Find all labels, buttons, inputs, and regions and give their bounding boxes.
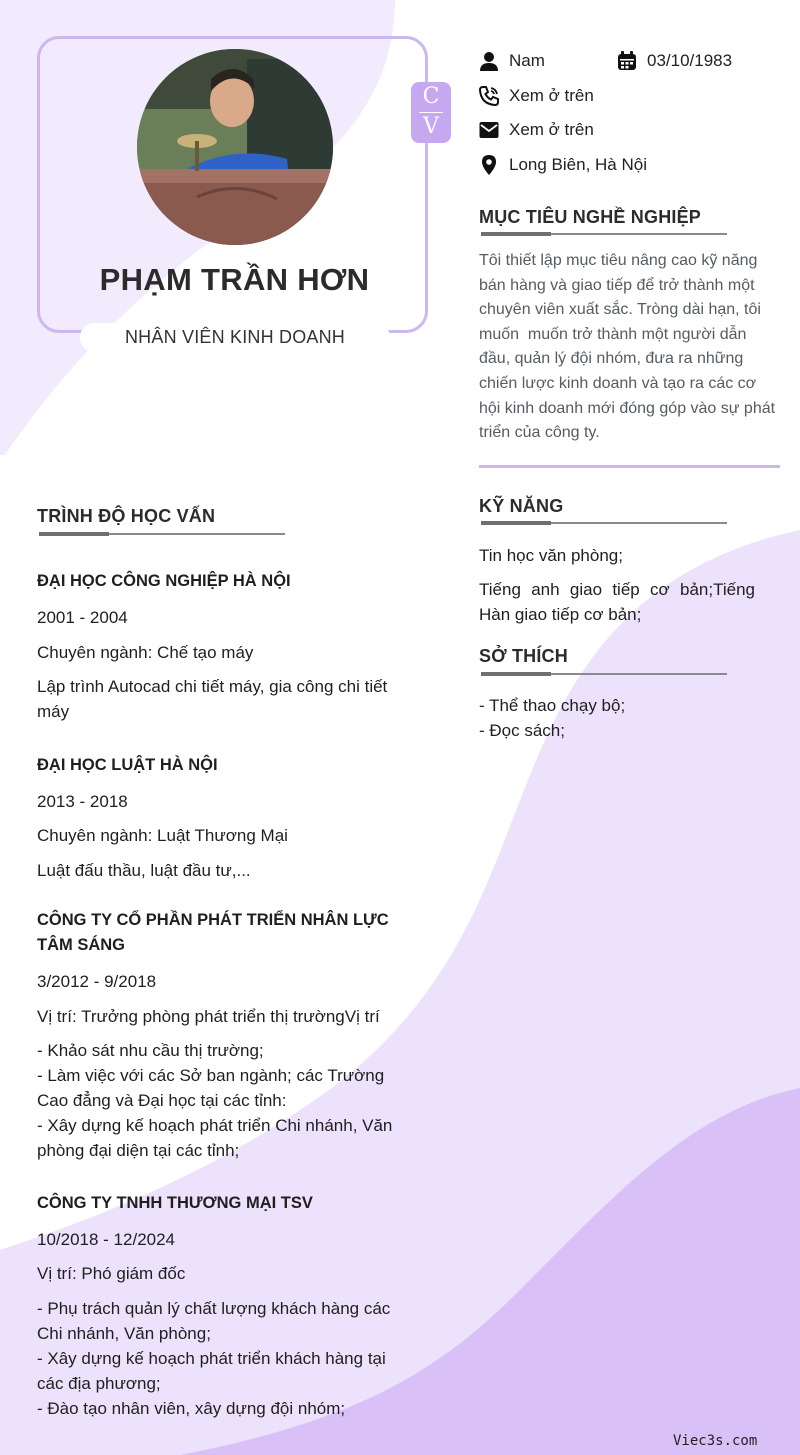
description-line: Cao đẳng và Đại học tại các tỉnh:: [37, 1091, 287, 1110]
objective-line: Tôi thiết lập mục tiêu nâng cao kỹ năng: [479, 252, 758, 269]
email-icon: [479, 120, 499, 140]
description-line: - Làm việc với các Sở ban ngành; các Trường: [37, 1066, 385, 1085]
cv-badge: [411, 82, 451, 143]
skill-line: Hàn giao tiếp cơ bản;: [479, 605, 642, 624]
hobbies-title-underline: [481, 673, 727, 675]
cv-badge-divider: [419, 112, 443, 113]
address-value: Long Biên, Hà Nội: [509, 155, 647, 174]
work-period: 3/2012 - 9/2018: [37, 972, 157, 991]
work-description: [37, 1296, 417, 1421]
description-line: các địa phương;: [37, 1374, 161, 1393]
objective-line: bán hàng và giao tiếp để trở thành một: [479, 276, 755, 294]
hobby-item: - Thể thao chạy bộ;: [479, 696, 626, 715]
objective-line: hội kinh doanh mới đóng góp vào sự phát: [479, 399, 776, 417]
education-period: 2001 - 2004: [37, 608, 128, 627]
full-name: PHẠM TRẦN HƠN: [99, 262, 370, 297]
objective-divider: [479, 465, 780, 468]
description-line: - Đào tạo nhân viên, xây dựng đội nhóm;: [37, 1399, 346, 1418]
skills-title: KỸ NĂNG: [479, 496, 564, 516]
objective-line: đầu, quản lý đội nhóm, đưa ra những: [479, 350, 744, 368]
objective-title: MỤC TIÊU NGHỀ NGHIỆP: [479, 207, 702, 227]
description-line: - Xây dựng kế hoạch phát triển Chi nhánh, Văn: [37, 1116, 393, 1135]
hobbies-list: [479, 693, 625, 743]
company-name: CÔNG TY TNHH THƯƠNG MẠI TSV: [37, 1194, 313, 1212]
hobbies-title: SỞ THÍCH: [479, 646, 568, 666]
school-name: ĐẠI HỌC LUẬT HÀ NỘI: [37, 756, 218, 774]
objective-line: muốn muốn trở thành một người dẫn: [479, 325, 747, 343]
objective-title-underline: [481, 233, 727, 235]
company-name-line: CÔNG TY CỔ PHẦN PHÁT TRIỂN NHÂN LỰC: [37, 911, 389, 929]
cv-badge-letter-c: C: [422, 84, 440, 109]
objective-text: [479, 249, 784, 446]
work-position: Vị trí: Trưởng phòng phát triển thị trườngVị trí: [37, 1007, 380, 1026]
job-title: NHÂN VIÊN KINH DOANH: [124, 327, 346, 347]
skill-line: Tiếng anh giao tiếp cơ bản;Tiếng: [479, 580, 755, 599]
email-value: Xem ở trên: [509, 120, 594, 139]
school-name: ĐẠI HỌC CÔNG NGHIỆP HÀ NỘI: [37, 572, 291, 590]
education-description: [37, 674, 417, 724]
description-line: Lập trình Autocad chi tiết máy, gia công chi tiết: [37, 677, 388, 696]
education-title-underline: [39, 533, 285, 535]
gender-value: Nam: [509, 51, 545, 70]
description-line: phòng đại diện tại các tỉnh;: [37, 1141, 240, 1160]
description-line: máy: [37, 702, 70, 721]
description-line: - Khảo sát nhu cầu thị trường;: [37, 1041, 264, 1060]
objective-line: triển của công ty.: [479, 424, 600, 442]
birthdate-value: 03/10/1983: [647, 51, 733, 70]
avatar: [137, 49, 333, 245]
phone-value: Xem ở trên: [509, 86, 594, 105]
location-icon: [479, 155, 499, 175]
description-line: - Xây dựng kế hoạch phát triển khách hàng tại: [37, 1349, 386, 1368]
skill-item: Tin học văn phòng;: [479, 546, 623, 565]
watermark: Viec3s.com: [673, 1433, 758, 1449]
hobby-item: - Đọc sách;: [479, 721, 565, 740]
education-description: Luật đấu thầu, luật đầu tư,...: [37, 861, 251, 880]
objective-line: chuyên viên xuất sắc. Tròng dài hạn, tôi: [479, 301, 761, 319]
description-line: Chi nhánh, Văn phòng;: [37, 1324, 211, 1343]
work-period: 10/2018 - 12/2024: [37, 1230, 176, 1249]
education-major: Chuyên ngành: Luật Thương Mại: [37, 826, 288, 845]
education-period: 2013 - 2018: [37, 792, 128, 811]
work-position: Vị trí: Phó giám đốc: [37, 1264, 186, 1283]
education-major: Chuyên ngành: Chế tạo máy: [37, 643, 254, 662]
company-name-line: TÂM SÁNG: [37, 936, 125, 954]
work-description: [37, 1038, 417, 1163]
calendar-icon: [617, 51, 637, 71]
skill-item: [479, 577, 755, 627]
skills-title-underline: [481, 522, 727, 524]
objective-line: chiến lược kinh doanh và tạo ra các cơ: [479, 374, 757, 392]
description-line: - Phụ trách quản lý chất lượng khách hàng các: [37, 1299, 391, 1318]
education-title: TRÌNH ĐỘ HỌC VẤN: [37, 506, 216, 526]
cv-badge-letter-v: V: [423, 114, 439, 139]
user-icon: [479, 51, 499, 71]
company-name: [37, 908, 389, 958]
phone-icon: [479, 86, 499, 106]
